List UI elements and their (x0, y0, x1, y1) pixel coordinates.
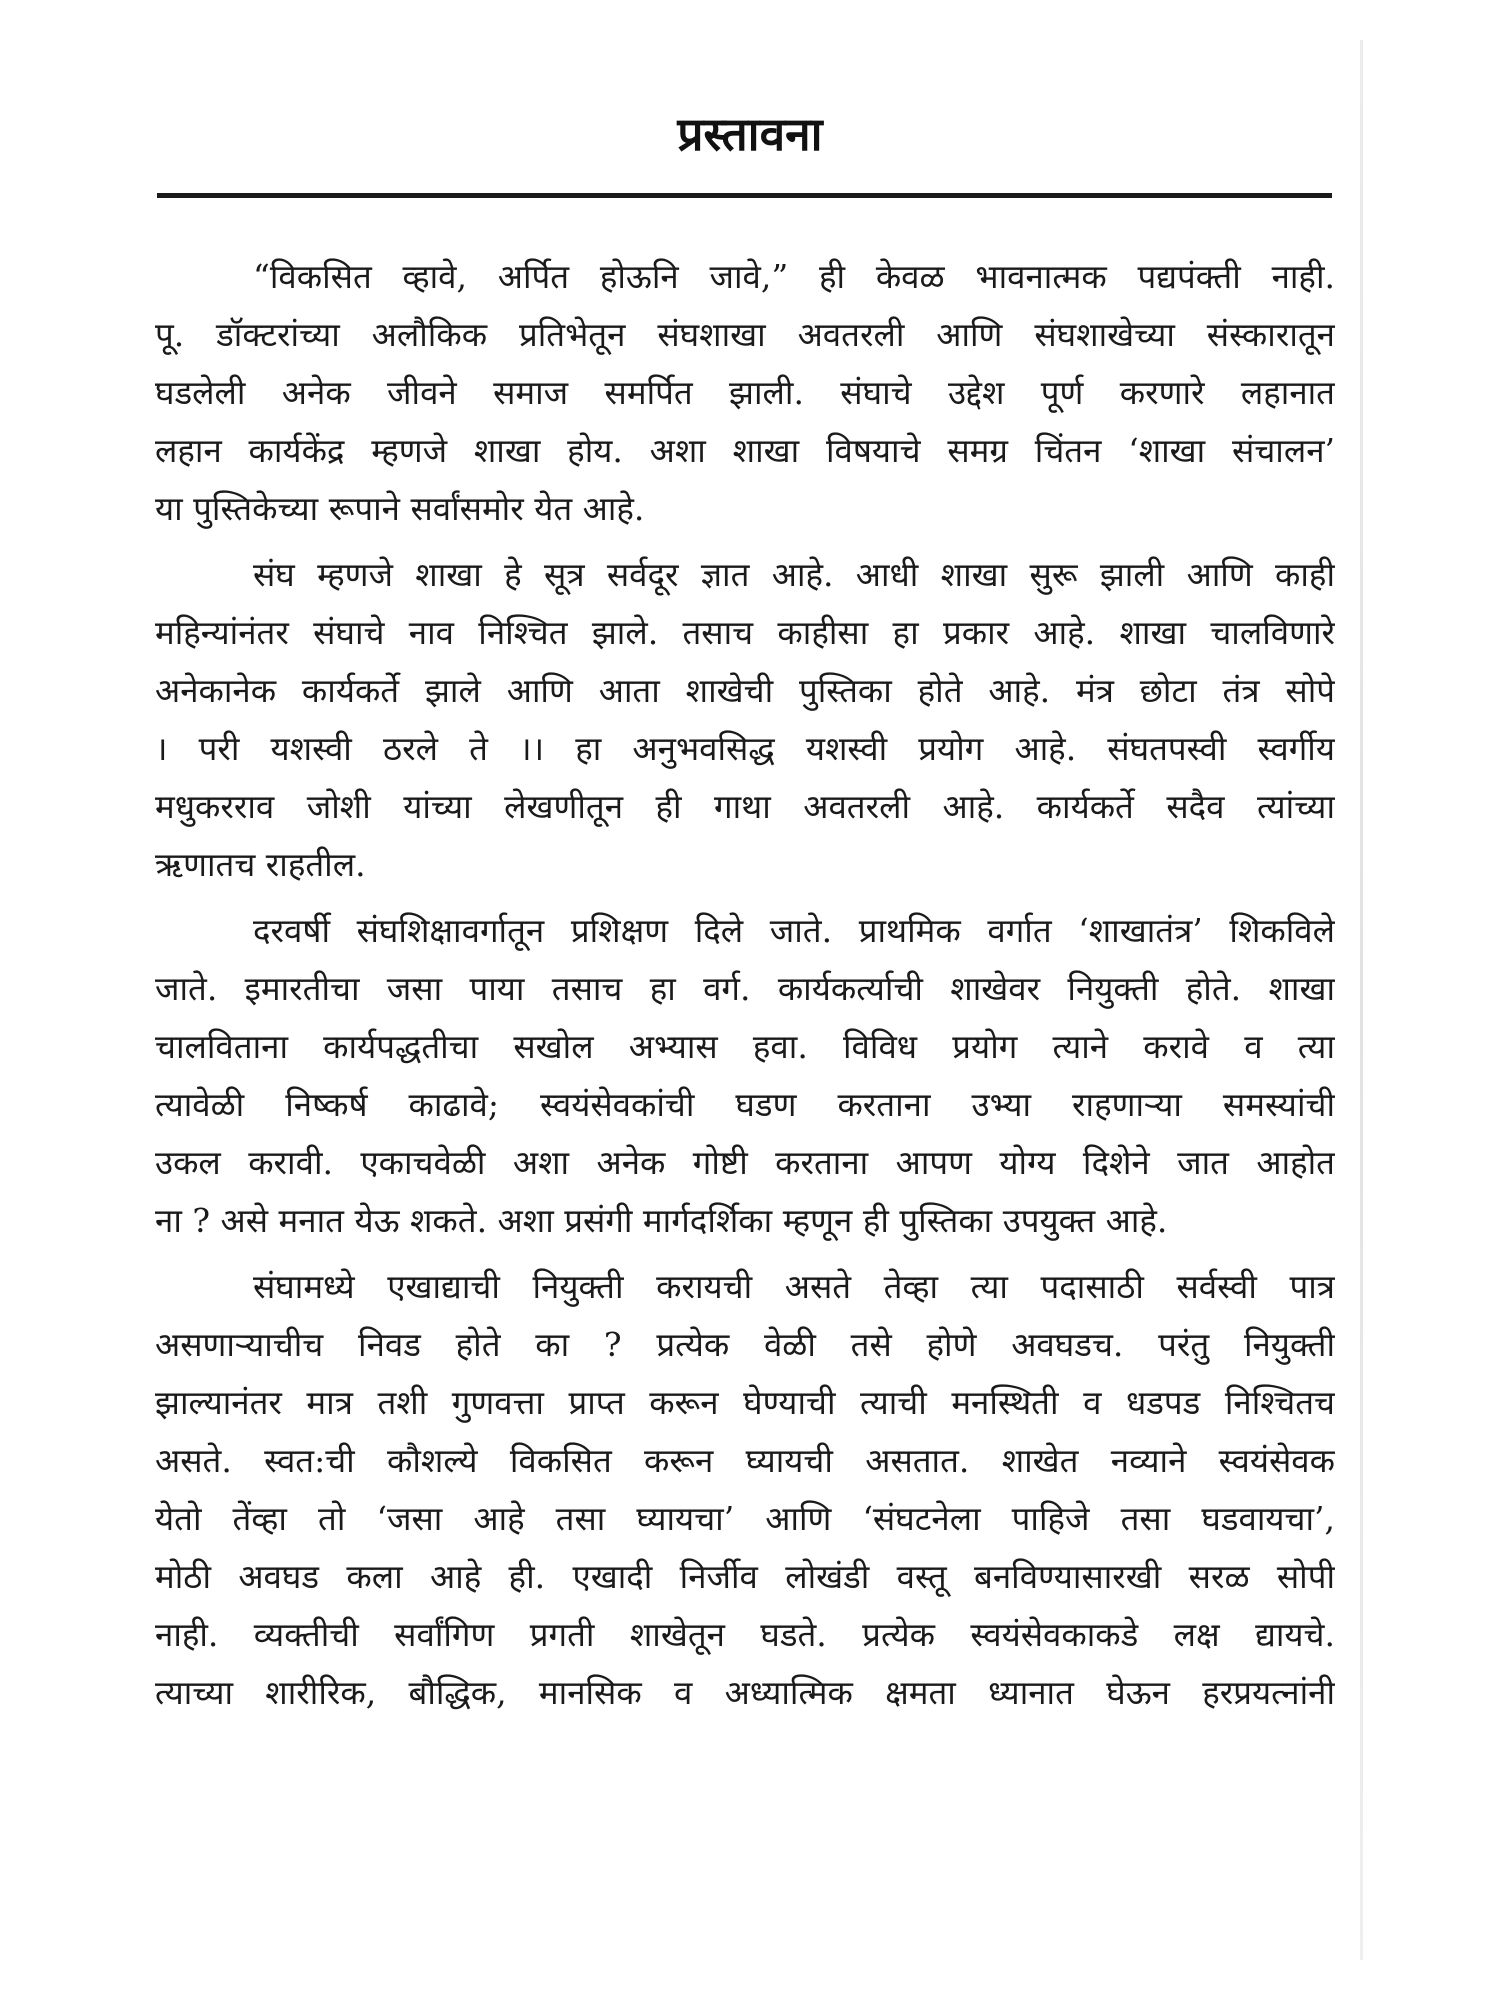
text-line: असणाऱ्याचीच निवड होते का ? प्रत्येक वेळी तसे होणे अवघडच. परंतु नियुक्ती (155, 1325, 1335, 1364)
text-line: घडलेली अनेक जीवने समाज समर्पित झाली. संघाचे उद्देश पूर्ण करणारे लहानात (155, 373, 1335, 412)
text-line: जाते. इमारतीचा जसा पाया तसाच हा वर्ग. कार्यकर्त्याची शाखेवर नियुक्ती होते. शाखा (155, 969, 1335, 1008)
text-line: संघ म्हणजे शाखा हे सूत्र सर्वदूर ज्ञात आहे. आधी शाखा सुरू झाली आणि काही (253, 555, 1335, 594)
text-line: । परी यशस्वी ठरले ते ।। हा अनुभवसिद्ध यशस्वी प्रयोग आहे. संघतपस्वी स्वर्गीय (155, 729, 1335, 768)
text-line: महिन्यांनंतर संघाचे नाव निश्चित झाले. तसाच काहीसा हा प्रकार आहे. शाखा चालविणारे (155, 613, 1335, 652)
text-line: झाल्यानंतर मात्र तशी गुणवत्ता प्राप्त करून घेण्याची त्याची मनस्थिती व धडपड निश्चितच (155, 1383, 1335, 1422)
text-line: त्यावेळी निष्कर्ष काढावे; स्वयंसेवकांची घडण करताना उभ्या राहणाऱ्या समस्यांची (155, 1085, 1335, 1124)
text-line: त्याच्या शारीरिक, बौद्धिक, मानसिक व अध्यात्मिक क्षमता ध्यानात घेऊन हरप्रयत्नांनी (155, 1673, 1335, 1712)
text-line: अनेकानेक कार्यकर्ते झाले आणि आता शाखेची पुस्तिका होते आहे. मंत्र छोटा तंत्र सोपे (155, 671, 1335, 710)
text-line: या पुस्तिकेच्या रूपाने सर्वांसमोर येत आहे. (155, 489, 645, 528)
text-line: येतो तेंव्हा तो ‘जसा आहे तसा घ्यायचा’ आणि ‘संघटनेला पाहिजे तसा घडवायचा’, (155, 1499, 1335, 1538)
text-line: “विकसित व्हावे, अर्पित होऊनि जावे,” ही केवळ भावनात्मक पद्यपंक्ती नाही. (253, 257, 1335, 296)
text-line: संघामध्ये एखाद्याची नियुक्ती करायची असते तेव्हा त्या पदासाठी सर्वस्वी पात्र (253, 1267, 1335, 1306)
text-line: मोठी अवघड कला आहे ही. एखादी निर्जीव लोखंडी वस्तू बनविण्यासारखी सरळ सोपी (155, 1557, 1335, 1596)
text-line: नाही. व्यक्तीची सर्वांगिण प्रगती शाखेतून घडते. प्रत्येक स्वयंसेवकाकडे लक्ष द्यायचे. (155, 1615, 1335, 1654)
page-title: प्रस्तावना (677, 107, 823, 161)
text-line: असते. स्वत:ची कौशल्ये विकसित करून घ्यायची असतात. शाखेत नव्याने स्वयंसेवक (155, 1441, 1335, 1480)
text-line: मधुकरराव जोशी यांच्या लेखणीतून ही गाथा अवतरली आहे. कार्यकर्ते सदैव त्यांच्या (155, 787, 1335, 826)
paragraph-3 (155, 902, 1335, 1250)
paragraph-1 (155, 248, 1335, 538)
text-line: ऋणातच राहतील. (155, 845, 366, 884)
text-line: उकल करावी. एकाचवेळी अशा अनेक गोष्टी करताना आपण योग्य दिशेने जात आहोत (155, 1143, 1335, 1182)
title-underline-rule (157, 193, 1332, 198)
text-line: दरवर्षी संघशिक्षावर्गातून प्रशिक्षण दिले जाते. प्राथमिक वर्गात ‘शाखातंत्र’ शिकविले (253, 911, 1335, 950)
text-line: ना ? असे मनात येऊ शकते. अशा प्रसंगी मार्गदर्शिका म्हणून ही पुस्तिका उपयुक्त आहे. (155, 1201, 1168, 1240)
paragraph-2 (155, 546, 1335, 894)
text-line: पू. डॉक्टरांच्या अलौकिक प्रतिभेतून संघशाखा अवतरली आणि संघशाखेच्या संस्कारातून (155, 315, 1335, 354)
paragraph-4 (155, 1258, 1335, 1722)
body-text (155, 248, 1335, 1730)
text-line: चालविताना कार्यपद्धतीचा सखोल अभ्यास हवा. विविध प्रयोग त्याने करावे व त्या (155, 1027, 1335, 1066)
text-line: लहान कार्यकेंद्र म्हणजे शाखा होय. अशा शाखा विषयाचे समग्र चिंतन ‘शाखा संचालन’ (155, 431, 1335, 470)
scan-shadow-edge (1360, 40, 1363, 1960)
